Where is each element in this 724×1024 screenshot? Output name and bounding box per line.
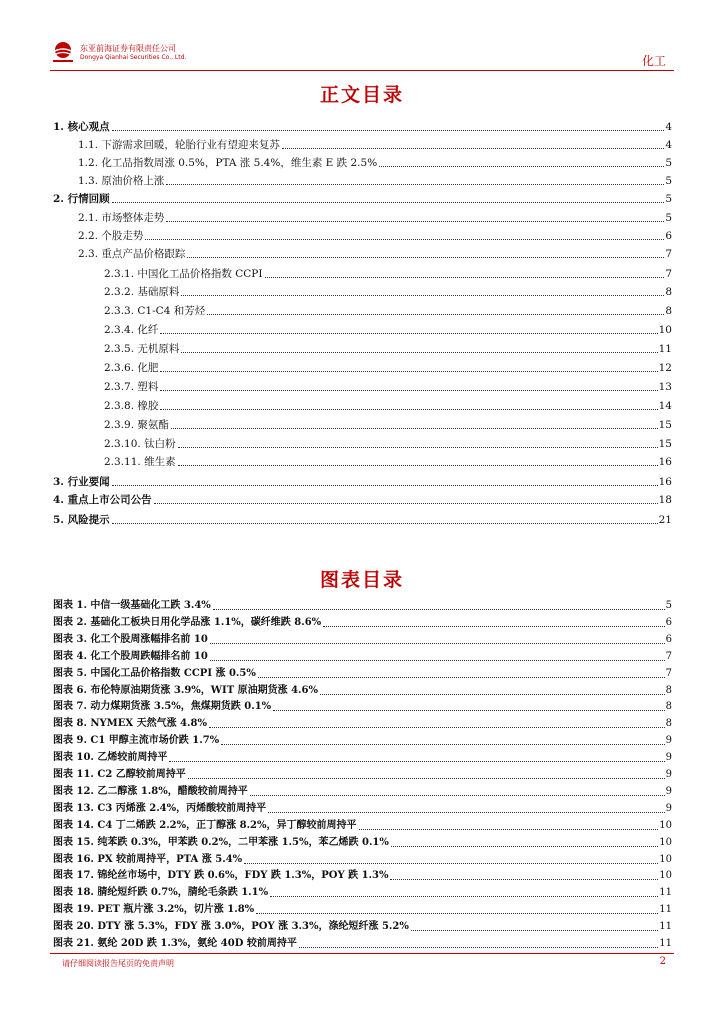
- dot-leader: [270, 895, 658, 897]
- toc-entry[interactable]: [78, 154, 672, 170]
- chart-entry-label: 图表 12. 乙二醇涨 1.8%，醋酸较前周持平: [53, 785, 248, 797]
- chart-entry[interactable]: [53, 614, 672, 630]
- chart-entry[interactable]: [53, 867, 672, 883]
- toc-entry[interactable]: [104, 302, 672, 318]
- dot-leader: [244, 862, 658, 864]
- toc-entry-page: 13: [658, 381, 672, 393]
- toc-entry-label: 2.3. 重点产品价格跟踪: [78, 248, 186, 260]
- dot-leader: [207, 313, 664, 315]
- company-name-cn: 东亚前海证券有限责任公司: [80, 44, 176, 53]
- chart-entry-label: 图表 1. 中信一级基础化工跌 3.4%: [53, 600, 211, 611]
- chart-entry-label: 图表 14. C4 丁二烯跌 2.2%，正丁醇涨 8.2%，异丁醇较前周持平: [53, 819, 357, 831]
- chart-entry-page: 8: [665, 718, 672, 730]
- toc-entry-page: 12: [658, 362, 672, 374]
- chart-entry[interactable]: [53, 715, 672, 731]
- toc-entry-page: 5: [665, 212, 672, 224]
- chart-entry-label: 图表 19. PET 瓶片涨 3.2%，切片涨 1.8%: [53, 904, 255, 916]
- company-name-en: Dongya Qianhai Securities Co., Ltd.: [80, 54, 187, 61]
- toc-entry-label: 2.3.1. 中国化工品价格指数 CCPI: [104, 268, 263, 280]
- toc-entry-page: 11: [658, 343, 672, 355]
- chart-entry-label: 图表 3. 化工个股周涨幅排名前 10: [53, 633, 208, 645]
- chart-entry[interactable]: [53, 766, 672, 782]
- toc-entry[interactable]: [104, 321, 672, 337]
- header-divider: [50, 70, 674, 71]
- chart-entry-label: 图表 9. C1 甲醇主流市场价跌 1.7%: [53, 735, 220, 747]
- toc-entry-label: 2.3.11. 维生素: [104, 456, 176, 468]
- chart-entry[interactable]: [53, 935, 672, 951]
- chart-entry-page: 10: [659, 836, 672, 848]
- toc-entry[interactable]: [104, 378, 672, 394]
- chart-entry-page: 9: [665, 735, 672, 747]
- toc-entry-page: 15: [658, 419, 672, 431]
- dot-leader: [250, 794, 665, 796]
- dot-leader: [181, 351, 657, 353]
- chart-entry-label: 图表 8. NYMEX 天然气涨 4.8%: [53, 718, 207, 730]
- dot-leader: [188, 777, 665, 779]
- dot-leader: [390, 878, 658, 880]
- chart-entry-page: 11: [659, 921, 672, 933]
- toc-entry[interactable]: [53, 511, 672, 527]
- chart-entry-page: 9: [665, 752, 672, 764]
- toc-entry[interactable]: [104, 283, 672, 299]
- chart-entry[interactable]: [53, 631, 672, 647]
- dot-leader: [169, 760, 664, 762]
- chart-entry[interactable]: [53, 834, 672, 850]
- footer-disclaimer: 请仔细阅读报告尾页的免责声明: [62, 959, 174, 968]
- dot-leader: [160, 389, 657, 391]
- toc-entry[interactable]: [78, 172, 672, 188]
- toc-entry-page: 7: [665, 248, 672, 260]
- charts-toc-title: 图表目录: [319, 569, 404, 591]
- toc-entry-label: 2.1. 市场整体走势: [78, 212, 165, 224]
- chart-entry[interactable]: [53, 698, 672, 714]
- toc-entry-page: 14: [658, 400, 672, 412]
- toc-entry-label: 1.3. 原油价格上涨: [78, 175, 165, 187]
- dot-leader: [112, 484, 658, 486]
- chart-entry[interactable]: [53, 851, 672, 867]
- page-header: [50, 40, 674, 70]
- chart-entry-page: 6: [665, 616, 672, 628]
- dot-leader: [282, 147, 664, 149]
- chart-entry-label: 图表 4. 化工个股周跌幅排名前 10: [53, 650, 208, 662]
- toc-title: 正文目录: [319, 84, 404, 106]
- toc-entry-label: 1. 核心观点: [53, 121, 110, 133]
- dot-leader: [258, 676, 665, 678]
- chart-entry-page: 10: [659, 853, 672, 865]
- dot-leader: [221, 743, 664, 745]
- dot-leader: [210, 659, 665, 661]
- chart-entry[interactable]: [53, 648, 672, 664]
- chart-entry[interactable]: [53, 817, 672, 833]
- dot-leader: [160, 370, 657, 372]
- toc-entry-label: 1.1. 下游需求回暖，轮胎行业有望迎来复苏: [78, 139, 280, 151]
- toc-entry[interactable]: [104, 397, 672, 413]
- footer-divider: [50, 953, 674, 954]
- dot-leader: [112, 522, 658, 524]
- toc-entry-page: 16: [658, 456, 672, 468]
- dot-leader: [299, 946, 658, 948]
- toc-entry[interactable]: [104, 453, 672, 469]
- toc-entry[interactable]: [53, 473, 672, 489]
- toc-entry-page: 21: [658, 514, 672, 526]
- toc-entry-page: 5: [665, 193, 672, 205]
- chart-entry-label: 图表 5. 中国化工品价格指数 CCPI 涨 0.5%: [53, 667, 256, 679]
- dot-leader: [265, 276, 665, 278]
- chart-entry-label: 图表 2. 基础化工板块日用化学品涨 1.1%，碳纤维跌 8.6%: [53, 616, 322, 628]
- dot-leader: [171, 427, 658, 429]
- toc-entry-page: 7: [665, 268, 672, 280]
- chart-entry-label: 图表 7. 动力煤期货涨 3.5%，焦煤期货跌 0.1%: [53, 701, 272, 713]
- dot-leader: [256, 912, 658, 914]
- toc-entry-page: 4: [665, 121, 672, 133]
- toc-entry-label: 2.3.3. C1-C4 和芳烃: [104, 305, 206, 317]
- chart-entry[interactable]: [53, 749, 672, 765]
- toc-entry[interactable]: [53, 491, 672, 507]
- toc-entry-label: 2.3.9. 聚氨酯: [104, 419, 169, 431]
- chart-entry-label: 图表 6. 布伦特原油期货涨 3.9%，WIT 原油期货涨 4.6%: [53, 684, 318, 696]
- dot-leader: [154, 502, 658, 504]
- chart-entry-label: 图表 21. 氨纶 20D 跌 1.3%，氨纶 40D 较前周持平: [53, 938, 297, 949]
- toc-entry-label: 2.3.8. 橡胶: [104, 400, 159, 412]
- dot-leader: [166, 183, 664, 185]
- dot-leader: [320, 693, 665, 695]
- chart-entry-page: 9: [665, 785, 672, 797]
- toc-entry-page: 10: [658, 324, 672, 336]
- chart-entry-page: 10: [659, 870, 672, 882]
- toc-entry[interactable]: [104, 359, 672, 375]
- chart-entry[interactable]: [53, 800, 672, 816]
- chart-entry-page: 9: [665, 769, 672, 780]
- dot-leader: [112, 201, 665, 203]
- dot-leader: [379, 165, 664, 167]
- chart-entry-page: 11: [659, 904, 672, 916]
- toc-entry[interactable]: [104, 340, 672, 356]
- chart-entry-page: 5: [665, 600, 672, 611]
- dot-leader: [359, 828, 659, 830]
- toc-entry-page: 8: [665, 305, 672, 317]
- dot-leader: [209, 726, 665, 728]
- chart-entry[interactable]: [53, 901, 672, 917]
- toc-entry[interactable]: [78, 227, 672, 243]
- toc-entry-label: 3. 行业要闻: [53, 476, 110, 488]
- toc-entry[interactable]: [104, 416, 672, 432]
- dot-leader: [145, 238, 664, 240]
- toc-entry-page: 8: [665, 286, 672, 298]
- dot-leader: [323, 625, 664, 627]
- toc-entry-label: 2.3.4. 化纤: [104, 324, 159, 336]
- toc-entry-page: 5: [665, 175, 672, 187]
- chart-entry[interactable]: [53, 783, 672, 799]
- chart-entry[interactable]: [53, 665, 672, 681]
- chart-entry-page: 7: [665, 650, 672, 662]
- toc-entry-page: 18: [658, 494, 672, 506]
- dot-leader: [213, 608, 665, 610]
- toc-entry-label: 2.2. 个股走势: [78, 230, 144, 242]
- dot-leader: [160, 332, 657, 334]
- chart-entry-label: 图表 16. PX 较前周持平，PTA 涨 5.4%: [53, 853, 243, 865]
- chart-entry-page: 10: [659, 819, 672, 831]
- toc-entry-label: 5. 风险提示: [53, 514, 110, 526]
- dot-leader: [391, 845, 658, 847]
- toc-entry-label: 1.2. 化工品指数周涨 0.5%，PTA 涨 5.4%，维生素 E 跌 2.5%: [78, 157, 378, 169]
- dot-leader: [160, 408, 657, 410]
- chart-entry-page: 6: [665, 633, 672, 645]
- dot-leader: [210, 642, 665, 644]
- dot-leader: [166, 220, 664, 222]
- chart-entry-page: 7: [665, 667, 672, 679]
- toc-entry[interactable]: [53, 118, 672, 134]
- toc-entry-page: 6: [665, 230, 672, 242]
- toc-entry[interactable]: [78, 209, 672, 225]
- toc-entry[interactable]: [104, 435, 672, 451]
- toc-entry[interactable]: [78, 136, 672, 152]
- dot-leader: [411, 929, 658, 931]
- toc-entry-label: 2.3.7. 塑料: [104, 381, 159, 393]
- toc-entry-page: 5: [665, 157, 672, 169]
- sector-label: 化工: [641, 54, 666, 68]
- chart-entry[interactable]: [53, 597, 672, 613]
- toc-entry-page: 4: [665, 139, 672, 151]
- chart-entry-label: 图表 17. 锦纶丝市场中，DTY 跌 0.6%，FDY 跌 1.3%，POY 跌 1.3%: [53, 870, 389, 882]
- chart-entry-label: 图表 11. C2 乙醇较前周持平: [53, 769, 186, 780]
- company-logo-icon: [50, 40, 76, 64]
- toc-entry[interactable]: [53, 190, 672, 206]
- chart-entry[interactable]: [53, 682, 672, 698]
- chart-entry-label: 图表 18. 腈纶短纤跌 0.7%，腈纶毛条跌 1.1%: [53, 887, 269, 899]
- dot-leader: [273, 709, 664, 711]
- chart-entry-page: 8: [665, 701, 672, 713]
- chart-entry-label: 图表 15. 纯苯跌 0.3%，甲苯跌 0.2%，二甲苯涨 1.5%，苯乙烯跌 0.1%: [53, 836, 389, 848]
- page-number: 2: [659, 956, 666, 967]
- toc-entry-page: 15: [658, 438, 672, 450]
- chart-entry-label: 图表 20. DTY 涨 5.3%，FDY 涨 3.0%，POY 涨 3.3%，涤纶短纤涨 5.2%: [53, 921, 409, 933]
- dot-leader: [268, 811, 664, 813]
- dot-leader: [178, 446, 658, 448]
- toc-entry-label: 4. 重点上市公司公告: [53, 494, 152, 506]
- dot-leader: [112, 129, 665, 131]
- toc-entry-label: 2.3.6. 化肥: [104, 362, 159, 374]
- dot-leader: [181, 294, 664, 296]
- toc-entry-label: 2. 行情回顾: [53, 193, 110, 205]
- chart-entry-page: 11: [659, 938, 672, 949]
- chart-entry[interactable]: [53, 732, 672, 748]
- chart-entry[interactable]: [53, 884, 672, 900]
- chart-entry-page: 9: [665, 802, 672, 814]
- toc-entry-page: 16: [658, 476, 672, 488]
- dot-leader: [178, 464, 658, 466]
- chart-entry-page: 8: [665, 684, 672, 696]
- dot-leader: [187, 256, 664, 258]
- toc-entry[interactable]: [78, 245, 672, 261]
- chart-entry-label: 图表 10. 乙烯较前周持平: [53, 752, 168, 764]
- chart-entry-label: 图表 13. C3 丙烯涨 2.4%，丙烯酸较前周持平: [53, 802, 267, 814]
- toc-entry-label: 2.3.10. 钛白粉: [104, 438, 176, 450]
- toc-entry-label: 2.3.5. 无机原料: [104, 343, 180, 355]
- chart-entry-page: 11: [659, 887, 672, 899]
- chart-entry[interactable]: [53, 918, 672, 934]
- toc-entry[interactable]: [104, 265, 672, 281]
- toc-entry-label: 2.3.2. 基础原料: [104, 286, 180, 298]
